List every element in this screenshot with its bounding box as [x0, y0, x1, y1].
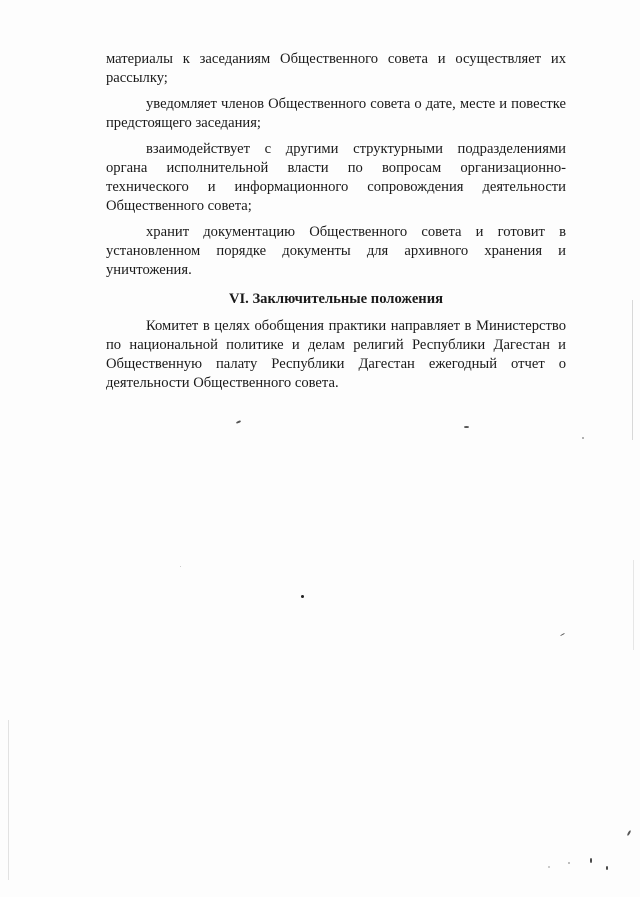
scan-speck	[568, 862, 570, 864]
scan-speck	[590, 858, 592, 863]
scan-speck	[301, 595, 304, 598]
paragraph-interaction: взаимодействует с другими структурными подразделениями органа исполнительной власти по вопросам организационно-технического и информационного сопровождения деятельности Общественного совета;	[106, 141, 566, 214]
section-heading: VI. Заключительные положения	[228, 291, 444, 307]
scan-speck	[236, 420, 241, 424]
scan-speck	[180, 566, 181, 567]
scan-speck	[582, 437, 584, 439]
scan-edge-line	[633, 560, 634, 650]
paragraph-materials: материалы к заседаниям Общественного совета и осуществляет их рассылку;	[106, 51, 566, 86]
paragraph-documentation: хранит документацию Общественного совета и готовит в установленном порядке документы для архивного хранения и уничтожения.	[106, 224, 566, 278]
scan-edge-line	[8, 720, 9, 880]
scan-speck	[627, 830, 632, 836]
paragraph-closing: Комитет в целях обобщения практики направляет в Министерство по национальной политике и делам религий Республики Дагестан и Общественную палату Республики Дагестан ежегодный отчет о деятельности Общественного совета.	[106, 318, 566, 391]
document-body	[106, 50, 566, 400]
scan-speck	[560, 633, 565, 636]
paragraph-notify-members: уведомляет членов Общественного совета о дате, месте и повестке предстоящего заседания;	[106, 96, 566, 131]
scan-speck	[548, 866, 550, 868]
scan-speck	[464, 426, 469, 428]
scan-speck	[606, 866, 608, 870]
scan-edge-line	[632, 300, 633, 440]
